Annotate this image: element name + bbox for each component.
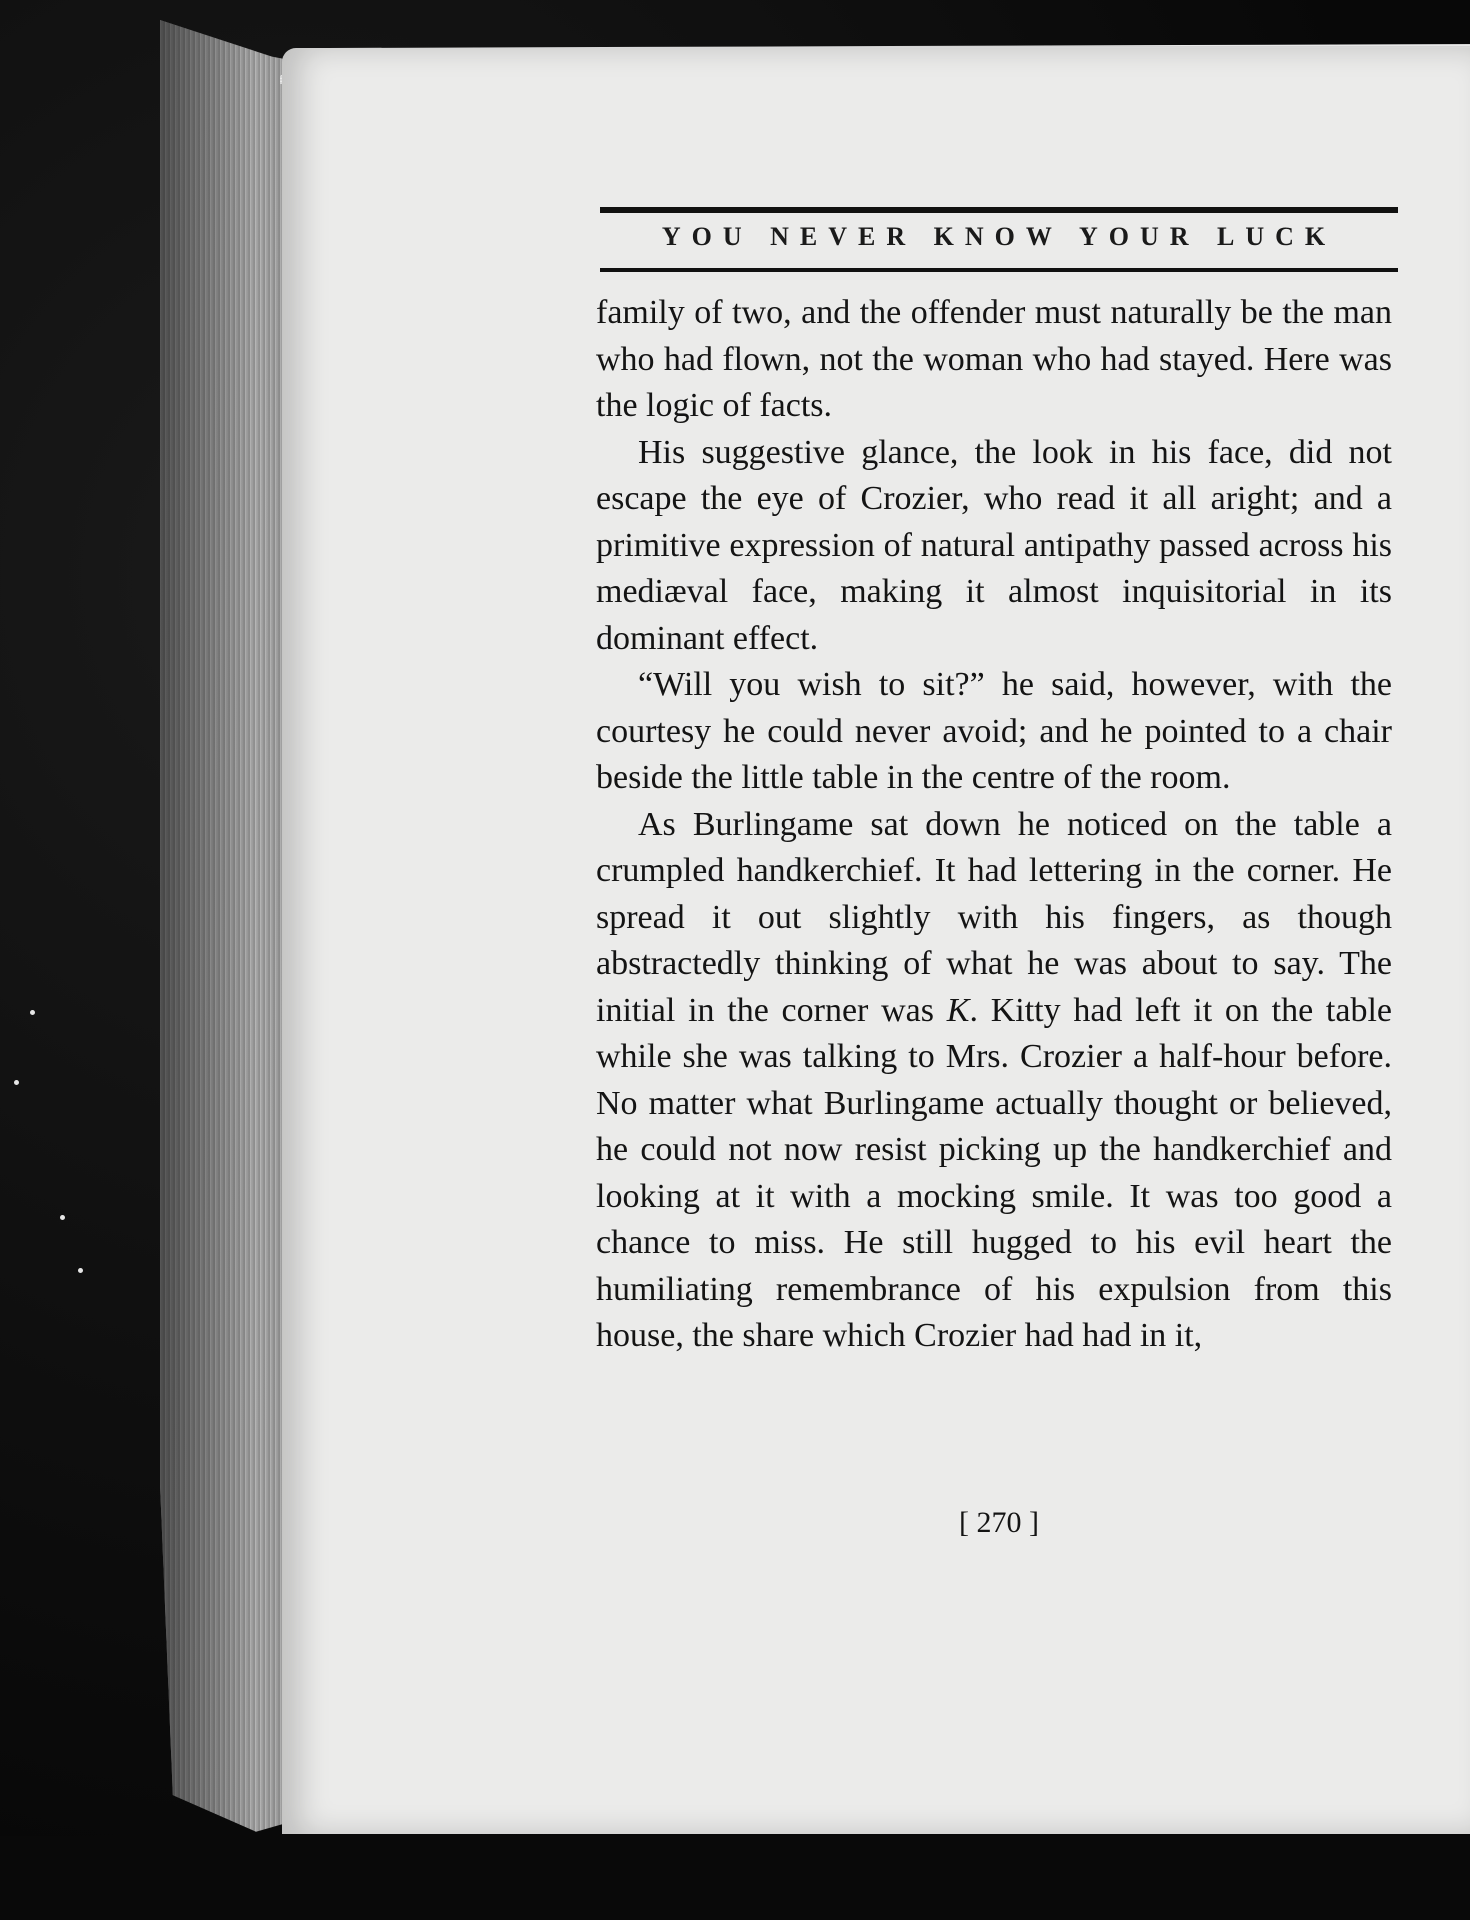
paragraph: [596, 802, 1392, 1360]
initial-letter: K: [946, 991, 970, 1029]
paragraph-text-continued: . Kitty had left it on the table while she was talking to Mrs. Crozier a half-hour before. No matter what Burlingame actually thought or believed, he could not now resist picking up the handkerchief and looking at it with a mocking smile. It was too good a chance to miss. He still hugged to his evil heart the humiliating remembrance of his expulsion from this house, the share which Crozier had had in it,: [596, 991, 1392, 1354]
dust-speck: [60, 1215, 65, 1220]
page-body: [596, 290, 1392, 1360]
paragraph: His suggestive glance, the look in his face, did not escape the eye of Crozier, who read it all aright; and a primitive expression of natural antipathy passed across his mediæval face, making it almost inquisitorial in its dominant effect.: [596, 433, 1392, 657]
dust-speck: [14, 1080, 19, 1085]
header-rule-top: [600, 207, 1398, 213]
paragraph-text: As Burlingame sat down he noticed on the table a crumpled handkerchief. It had lettering in the corner. He spread it out slightly with his fingers, as though abstractedly thinking of what he was about to say. The initial in the corner was: [596, 805, 1392, 1029]
dust-speck: [30, 1010, 35, 1015]
header-rule-bottom: [600, 268, 1398, 272]
paragraph: family of two, and the offender must naturally be the man who had flown, not the woman who had stayed. Here was the logic of facts.: [596, 294, 1392, 424]
dust-speck: [78, 1268, 83, 1273]
page-number: [ 270 ]: [959, 1506, 1039, 1539]
scan-bottom-edge: [0, 1836, 1470, 1920]
paragraph: “Will you wish to sit?” he said, however, with the courtesy he could never avoid; and he pointed to a chair beside the little table in the centre of the room.: [596, 666, 1392, 796]
running-head: YOU NEVER KNOW YOUR LUCK: [661, 222, 1337, 251]
